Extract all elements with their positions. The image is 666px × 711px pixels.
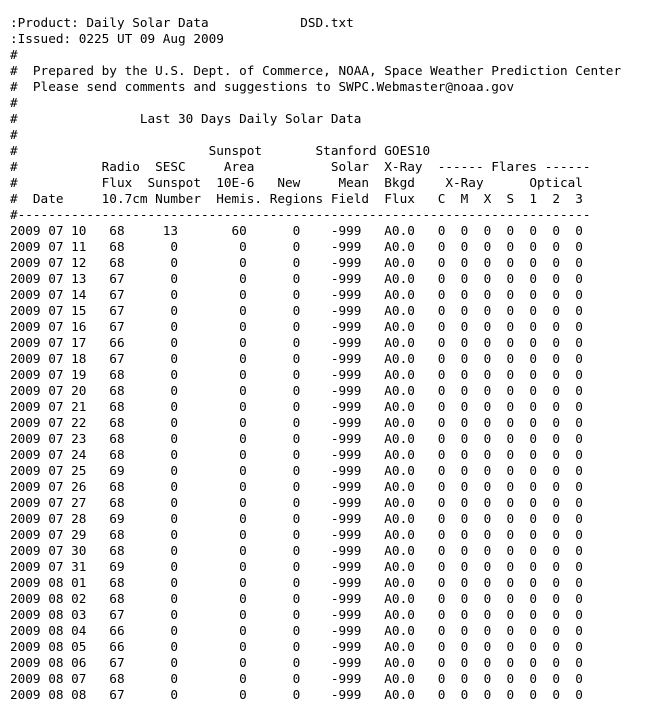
table-row: 2009 07 12 68 0 0 0 -999 A0.0 0 0 0 0 0 0 0: [10, 255, 583, 270]
table-row: 2009 07 10 68 13 60 0 -999 A0.0 0 0 0 0 0 0 0: [10, 223, 583, 238]
comment-line: #: [10, 47, 18, 62]
table-row: 2009 07 19 68 0 0 0 -999 A0.0 0 0 0 0 0 0 0: [10, 367, 583, 382]
comment-line: #: [10, 95, 18, 110]
table-row: 2009 08 08 67 0 0 0 -999 A0.0 0 0 0 0 0 0 0: [10, 687, 583, 702]
table-row: 2009 08 05 66 0 0 0 -999 A0.0 0 0 0 0 0 0 0: [10, 639, 583, 654]
table-row: 2009 08 04 66 0 0 0 -999 A0.0 0 0 0 0 0 0 0: [10, 623, 583, 638]
comment-line: #: [10, 127, 18, 142]
table-row: 2009 08 03 67 0 0 0 -999 A0.0 0 0 0 0 0 0 0: [10, 607, 583, 622]
contact-line: # Please send comments and suggestions to SWPC.Webmaster@noaa.gov: [10, 79, 515, 94]
header-separator: #---------------------------------------------------------------------------: [10, 207, 591, 222]
table-row: 2009 07 20 68 0 0 0 -999 A0.0 0 0 0 0 0 0 0: [10, 383, 583, 398]
table-row: 2009 07 26 68 0 0 0 -999 A0.0 0 0 0 0 0 0 0: [10, 479, 583, 494]
product-line: :Product: Daily Solar Data DSD.txt: [10, 15, 354, 30]
daily-solar-data-document: [10, 15, 621, 703]
issued-line: :Issued: 0225 UT 09 Aug 2009: [10, 31, 224, 46]
table-row: 2009 08 07 68 0 0 0 -999 A0.0 0 0 0 0 0 0 0: [10, 671, 583, 686]
table-row: 2009 07 22 68 0 0 0 -999 A0.0 0 0 0 0 0 0 0: [10, 415, 583, 430]
table-row: 2009 07 25 69 0 0 0 -999 A0.0 0 0 0 0 0 0 0: [10, 463, 583, 478]
table-row: 2009 07 23 68 0 0 0 -999 A0.0 0 0 0 0 0 0 0: [10, 431, 583, 446]
table-row: 2009 07 11 68 0 0 0 -999 A0.0 0 0 0 0 0 0 0: [10, 239, 583, 254]
table-title-line: # Last 30 Days Daily Solar Data: [10, 111, 362, 126]
prepared-by-line: # Prepared by the U.S. Dept. of Commerce, NOAA, Space Weather Prediction Center: [10, 63, 622, 78]
table-row: 2009 07 18 67 0 0 0 -999 A0.0 0 0 0 0 0 0 0: [10, 351, 583, 366]
table-row: 2009 08 01 68 0 0 0 -999 A0.0 0 0 0 0 0 0 0: [10, 575, 583, 590]
table-row: 2009 07 31 69 0 0 0 -999 A0.0 0 0 0 0 0 0 0: [10, 559, 583, 574]
table-row: 2009 08 02 68 0 0 0 -999 A0.0 0 0 0 0 0 0 0: [10, 591, 583, 606]
table-row: 2009 07 30 68 0 0 0 -999 A0.0 0 0 0 0 0 0 0: [10, 543, 583, 558]
table-row: 2009 08 06 67 0 0 0 -999 A0.0 0 0 0 0 0 0 0: [10, 655, 583, 670]
table-row: 2009 07 15 67 0 0 0 -999 A0.0 0 0 0 0 0 0 0: [10, 303, 583, 318]
table-row: 2009 07 13 67 0 0 0 -999 A0.0 0 0 0 0 0 0 0: [10, 271, 583, 286]
table-row: 2009 07 21 68 0 0 0 -999 A0.0 0 0 0 0 0 0 0: [10, 399, 583, 414]
column-header-line: # Radio SESC Area Solar X-Ray ------ Flares ------: [10, 159, 591, 174]
table-row: 2009 07 16 67 0 0 0 -999 A0.0 0 0 0 0 0 0 0: [10, 319, 583, 334]
table-row: 2009 07 24 68 0 0 0 -999 A0.0 0 0 0 0 0 0 0: [10, 447, 583, 462]
table-row: 2009 07 14 67 0 0 0 -999 A0.0 0 0 0 0 0 0 0: [10, 287, 583, 302]
table-row: 2009 07 27 68 0 0 0 -999 A0.0 0 0 0 0 0 0 0: [10, 495, 583, 510]
table-row: 2009 07 17 66 0 0 0 -999 A0.0 0 0 0 0 0 0 0: [10, 335, 583, 350]
column-header-line: # Flux Sunspot 10E-6 New Mean Bkgd X-Ray Optical: [10, 175, 583, 190]
table-row: 2009 07 29 68 0 0 0 -999 A0.0 0 0 0 0 0 0 0: [10, 527, 583, 542]
table-row: 2009 07 28 69 0 0 0 -999 A0.0 0 0 0 0 0 0 0: [10, 511, 583, 526]
column-header-line: # Date 10.7cm Number Hemis. Regions Field Flux C M X S 1 2 3: [10, 191, 583, 206]
column-header-line: # Sunspot Stanford GOES10: [10, 143, 431, 158]
